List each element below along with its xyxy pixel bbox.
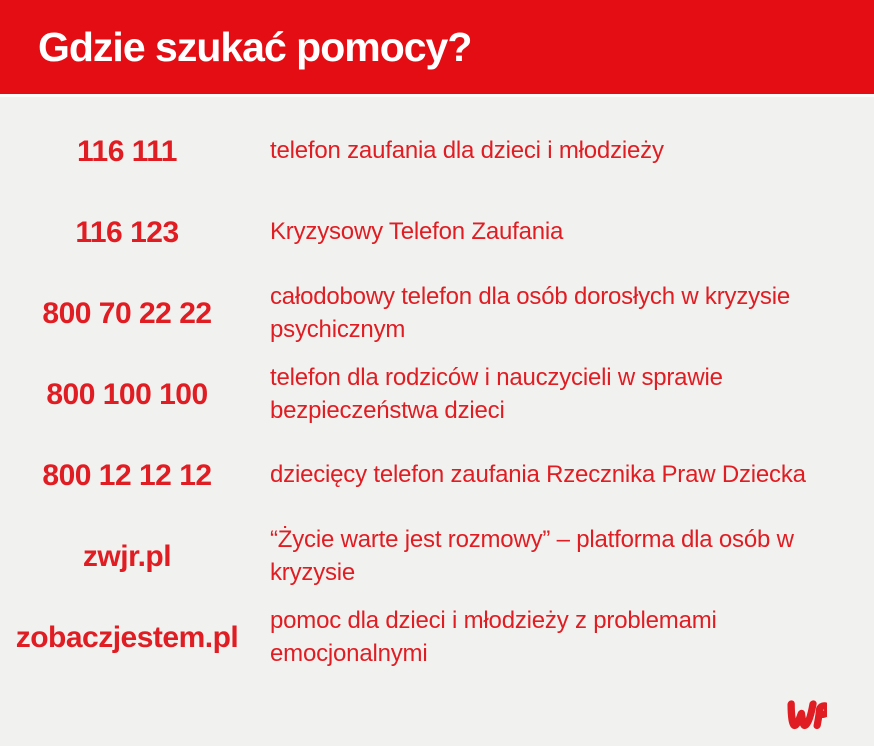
helpline-row	[0, 192, 874, 273]
helpline-description: telefon zaufania dla dzieci i młodzieży	[270, 137, 664, 165]
helpline-row	[0, 597, 874, 678]
helpline-description: całodobowy telefon dla osób dorosłych w kryzysie psychicznym	[270, 282, 791, 343]
helpline-row	[0, 111, 874, 192]
helpline-description: telefon dla rodziców i nauczycieli w sprawie bezpieczeństwa dzieci	[270, 363, 723, 424]
helpline-description: Kryzysowy Telefon Zaufania	[270, 218, 564, 246]
helpline-row	[0, 273, 874, 354]
helpline-contact: 800 12 12 12	[42, 459, 212, 492]
helpline-description: dziecięcy telefon zaufania Rzecznika Praw Dziecka	[270, 461, 806, 489]
helpline-description: pomoc dla dzieci i młodzieży z problemami emocjonalnymi	[270, 606, 717, 667]
helpline-contact: 800 100 100	[46, 378, 208, 411]
helpline-row	[0, 435, 874, 516]
helpline-contact: zobaczjestem.pl	[15, 621, 239, 654]
helpline-contact: zwjr.pl	[82, 540, 172, 573]
helpline-contact: 116 123	[75, 216, 179, 249]
helpline-row	[0, 516, 874, 597]
helpline-description: “Życie warte jest rozmowy” – platforma dla osób w kryzysie	[270, 525, 794, 586]
page-title: Gdzie szukać pomocy?	[38, 23, 472, 70]
helpline-row	[0, 354, 874, 435]
helpline-contact: 800 70 22 22	[42, 297, 212, 330]
helpline-list	[0, 97, 874, 678]
header-bar	[0, 0, 874, 94]
helpline-contact: 116 111	[77, 135, 177, 168]
wp-logo-icon	[779, 696, 827, 736]
